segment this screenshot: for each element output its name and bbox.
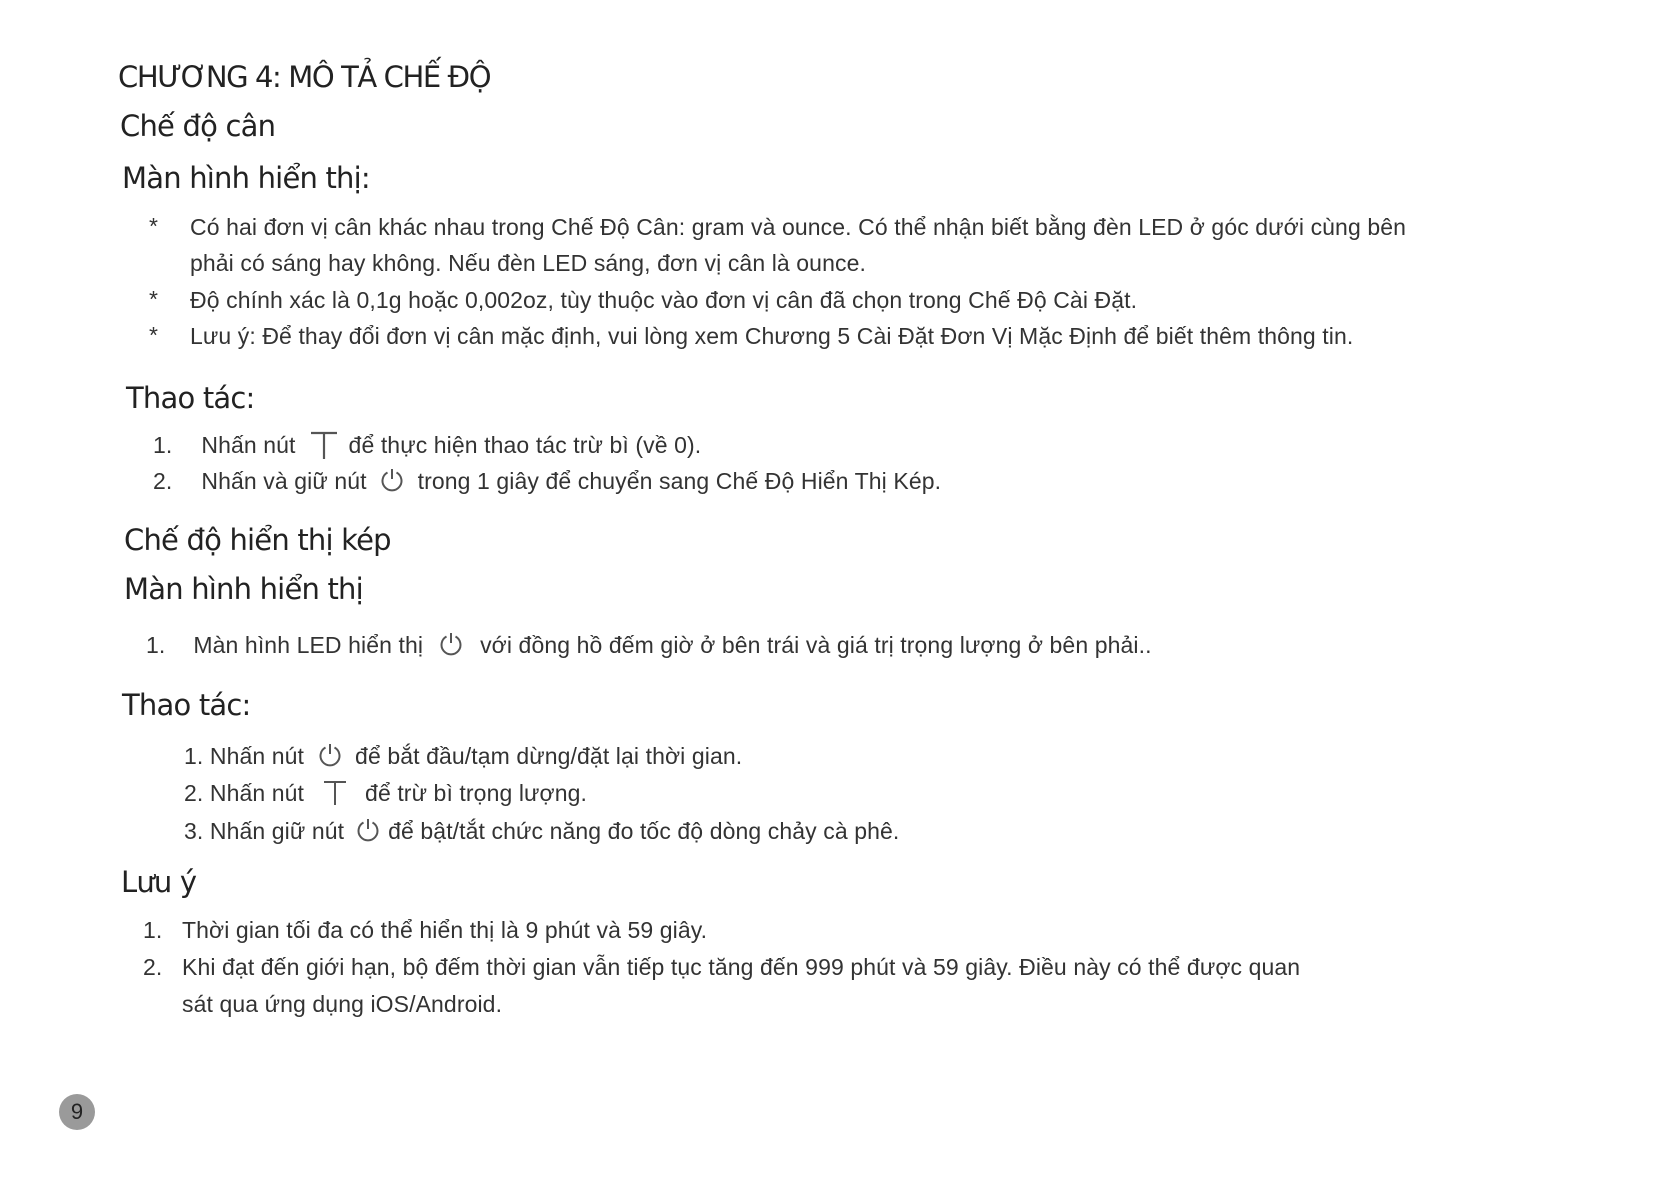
bullet-marker: * xyxy=(149,286,158,312)
tare-icon xyxy=(321,778,349,806)
list-text-before: Nhấn nút xyxy=(201,432,296,459)
weigh-display-heading: Màn hình hiển thị: xyxy=(122,161,370,195)
bullet-marker: * xyxy=(149,213,158,239)
note-item-2-line2: sát qua ứng dụng iOS/Android. xyxy=(182,991,503,1017)
list-number: 1. xyxy=(153,432,173,459)
weigh-display-item-3: Lưu ý: Để thay đổi đơn vị cân mặc định, vui lòng xem Chương 5 Cài Đặt Đơn Vị Mặc Định để biết thêm thông tin. xyxy=(190,323,1354,349)
note-heading: Lưu ý xyxy=(121,865,197,899)
dual-display-item-1 xyxy=(146,632,1152,660)
power-icon xyxy=(438,631,464,657)
list-text-after: trong 1 giây để chuyển sang Chế Độ Hiển Thị Kép. xyxy=(417,468,942,494)
list-number: 3. xyxy=(184,818,204,844)
dual-op-item-1 xyxy=(184,743,742,771)
weigh-operation-heading: Thao tác: xyxy=(126,381,255,415)
weigh-op-item-2 xyxy=(153,468,941,496)
list-text-after: với đồng hồ đếm giờ ở bên trái và giá trị trọng lượng ở bên phải.. xyxy=(480,632,1152,658)
list-text-after: để trừ bì trọng lượng. xyxy=(365,780,588,806)
list-text-before: Nhấn giữ nút xyxy=(209,818,345,844)
list-text-after: để bắt đầu/tạm dừng/đặt lại thời gian. xyxy=(355,743,743,769)
power-icon xyxy=(355,817,381,843)
list-text-before: Nhấn nút xyxy=(209,780,305,806)
dual-operation-heading: Thao tác: xyxy=(122,688,251,722)
power-icon xyxy=(379,467,405,493)
note-item-1: Thời gian tối đa có thể hiển thị là 9 phút và 59 giây. xyxy=(182,917,708,943)
list-text-before: Màn hình LED hiển thị xyxy=(193,632,424,658)
note-item-1-number: 1. xyxy=(143,917,163,943)
weigh-display-item-1-line1: Có hai đơn vị cân khác nhau trong Chế Độ Cân: gram và ounce. Có thể nhận biết bằng đèn LED ở góc dưới cùng bên xyxy=(190,214,1407,240)
list-number: 1. xyxy=(184,743,204,769)
weigh-mode-heading: Chế độ cân xyxy=(120,109,276,143)
tare-icon xyxy=(308,428,340,460)
list-text-after: để thực hiện thao tác trừ bì (về 0). xyxy=(348,432,702,459)
note-item-2-number: 2. xyxy=(143,954,163,980)
list-text-before: Nhấn và giữ nút xyxy=(201,468,367,494)
list-text-before: Nhấn nút xyxy=(209,743,305,769)
list-number: 1. xyxy=(146,632,166,658)
chapter-title: CHƯƠNG 4: MÔ TẢ CHẾ ĐỘ xyxy=(118,60,491,94)
weigh-op-item-1 xyxy=(153,431,701,463)
dual-display-heading: Màn hình hiển thị xyxy=(124,572,363,606)
note-item-2-line1: Khi đạt đến giới hạn, bộ đếm thời gian vẫn tiếp tục tăng đến 999 phút và 59 giây. Điều này có thể được quan xyxy=(182,954,1301,980)
page-number: 9 xyxy=(59,1094,95,1130)
bullet-marker: * xyxy=(149,322,158,348)
dual-op-item-2 xyxy=(184,780,587,809)
weigh-display-item-1-line2: phải có sáng hay không. Nếu đèn LED sáng, đơn vị cân là ounce. xyxy=(190,250,866,276)
list-text-after: để bật/tắt chức năng đo tốc độ dòng chảy cà phê. xyxy=(388,818,900,844)
list-number: 2. xyxy=(153,468,173,494)
dual-op-item-3 xyxy=(184,818,899,846)
dual-mode-heading: Chế độ hiển thị kép xyxy=(124,523,391,557)
weigh-display-item-2: Độ chính xác là 0,1g hoặc 0,002oz, tùy thuộc vào đơn vị cân đã chọn trong Chế Độ Cài Đặt. xyxy=(190,287,1138,313)
power-icon xyxy=(317,742,343,768)
list-number: 2. xyxy=(184,780,204,806)
